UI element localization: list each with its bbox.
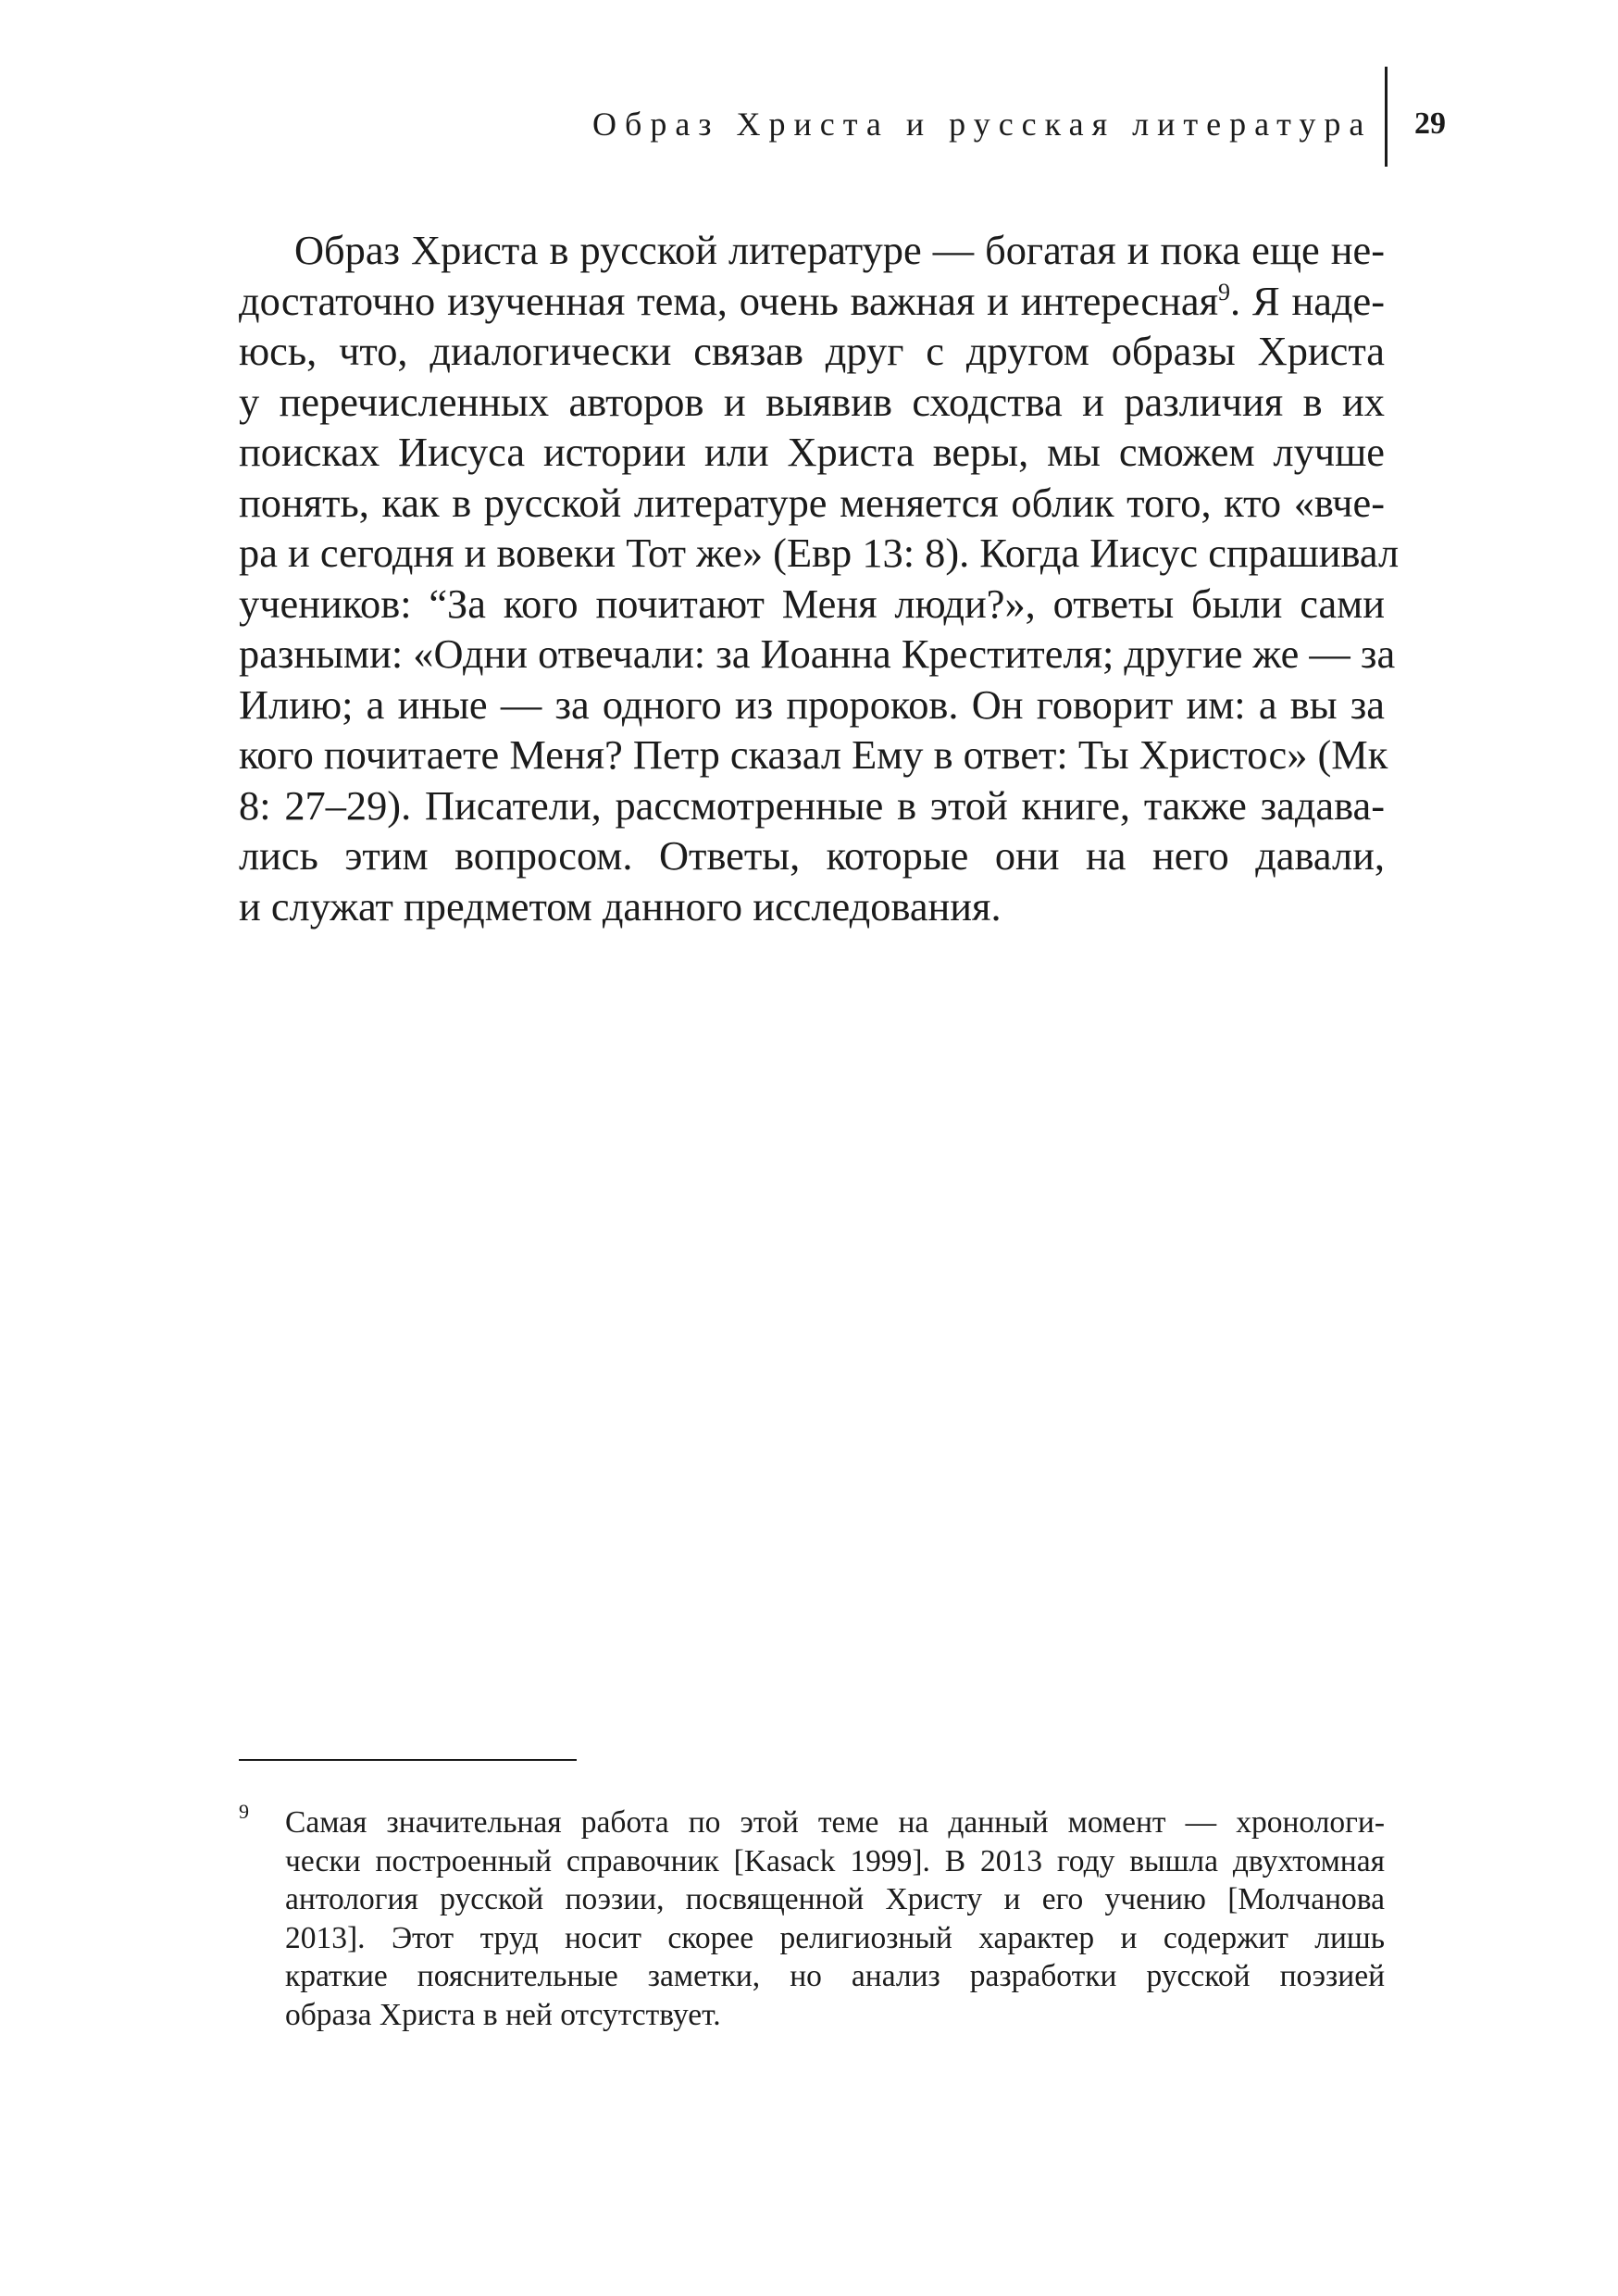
- footnote-line: краткие пояснительные заметки, но анализ разработки русской поэзией: [285, 1959, 1385, 1993]
- body-line: учеников: “За кого почитают Меня люди?», ответы были сами: [239, 580, 1385, 627]
- body-line: [239, 276, 1385, 327]
- footnote-line: антология русской поэзии, посвященной Христу и его учению [Молчанова: [285, 1882, 1385, 1916]
- body-line: ра и сегодня и вовеки Тот же» (Евр 13: 8). Когда Иисус спрашивал: [239, 530, 1400, 576]
- body-line-tail: . Я наде-: [1230, 277, 1385, 324]
- body-line: у перечисленных авторов и выявив сходства и различия в их: [239, 378, 1385, 425]
- footnote-text: [285, 1803, 1385, 2034]
- page-number: 29: [1414, 106, 1446, 141]
- running-title: Образ Христа и русская литература: [592, 106, 1373, 143]
- body-line: Образ Христа в русской литературе — богатая и пока еще не-: [294, 227, 1385, 273]
- body-line: 8: 27–29). Писатели, рассмотренные в этой книге, также задава-: [239, 781, 1385, 829]
- body-line: понять, как в русской литературе меняется облик того, кто «вче-: [239, 479, 1385, 526]
- footnote-line: чески построенный справочник [Kasack 1999]. В 2013 году вышла двухтомная: [285, 1843, 1385, 1878]
- body-line: разными: «Одни отвечали: за Иоанна Крестителя; другие же — за: [239, 630, 1396, 677]
- footnote: [239, 1800, 1385, 2034]
- header-divider: [1385, 67, 1388, 167]
- body-paragraph: [239, 225, 1400, 931]
- footnote-line: образа Христа в ней отсутствует.: [285, 1997, 721, 2032]
- body-line: поисках Иисуса истории или Христа веры, мы сможем лучше: [239, 429, 1385, 475]
- body-line-text: достаточно изученная тема, очень важная и интересная: [239, 277, 1219, 324]
- body-line: и служат предметом данного исследования.: [239, 882, 1002, 930]
- footnote-reference: 9: [1218, 278, 1231, 306]
- body-line: Илию; а иные — за одного из пророков. Он говорит им: а вы за: [239, 680, 1385, 728]
- footnote-line: 2013]. Этот труд носит скорее религиозный характер и содержит лишь: [285, 1920, 1385, 1955]
- footnote-divider: [239, 1759, 577, 1761]
- footnote-line: Самая значительная работа по этой теме на данный момент — хронологи-: [285, 1805, 1385, 1840]
- body-line: лись этим вопросом. Ответы, которые они на него давали,: [239, 832, 1385, 879]
- body-line: кого почитаете Меня? Петр сказал Ему в ответ: Ты Христос» (Мк: [239, 731, 1388, 778]
- body-line: юсь, что, диалогически связав друг с другом образы Христа: [239, 328, 1385, 374]
- footnote-marker: 9: [239, 1800, 249, 1823]
